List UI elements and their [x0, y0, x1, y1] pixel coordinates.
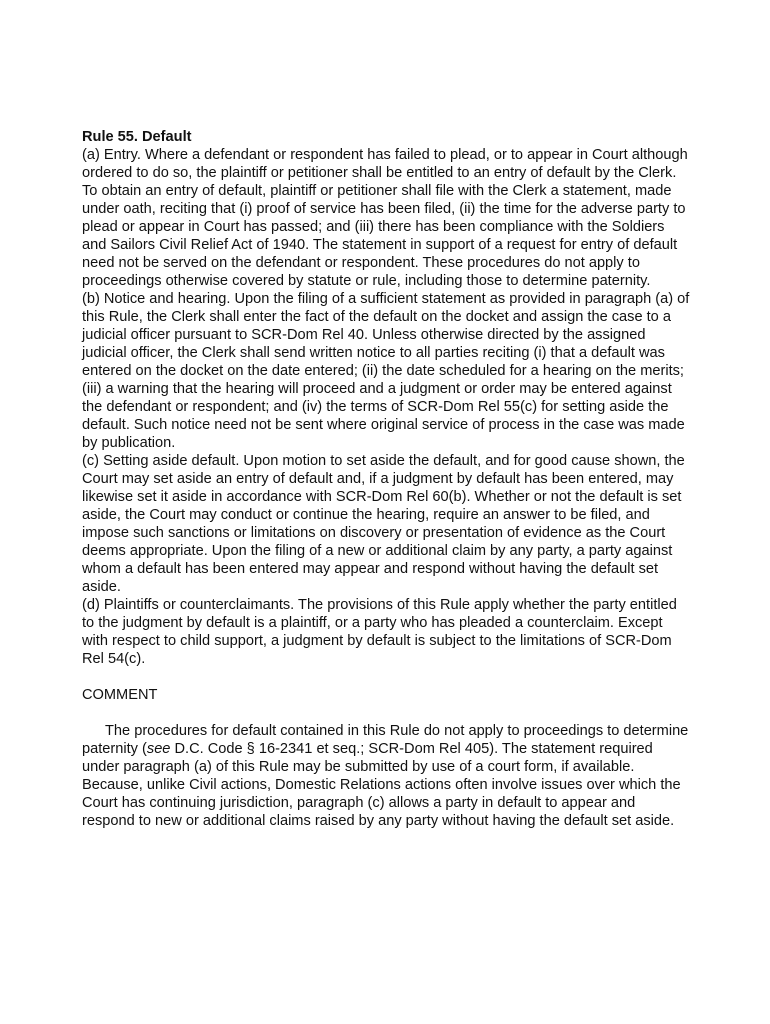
spacer: [82, 668, 692, 686]
comment-paragraph: [82, 722, 692, 830]
paragraph-a-entry: (a) Entry. Where a defendant or respondent has failed to plead, or to appear in Court although ordered to do so, the plaintiff or petitioner shall be entitled to an entry of default by the Clerk. To obtain an entry of default, plaintiff or petitioner shall file with the Clerk a statement, made under oath, reciting that (i) proof of service has been filed, (ii) the time for the adverse party to plead or appear in Court has passed; and (iii) there has been compliance with the Soldiers and Sailors Civil Relief Act of 1940. The statement in support of a request for entry of default need not be served on the defendant or respondent. These procedures do not apply to proceedings otherwise covered by statute or rule, including those to determine paternity.: [82, 147, 688, 289]
comment-text-end: D.C. Code § 16-2341 et seq.; SCR-Dom Rel 405). The statement required under paragraph (a) of this Rule may be submitted by use of a court form, if available. Because, unlike Civil actions, Domestic Relations actions often involve issues over which the Court has continuing jurisdiction, paragraph (c) allows a party in default to appear and respond to new or additional claims raised by any party without having the default set aside.: [82, 741, 681, 829]
paragraph-b-notice-and-hearing: (b) Notice and hearing. Upon the filing of a sufficient statement as provided in paragraph (a) of this Rule, the Clerk shall enter the fact of the default on the docket and assign the case to a judicial officer pursuant to SCR-Dom Rel 40. Unless otherwise directed by the assigned judicial officer, the Clerk shall send written notice to all parties reciting (i) that a default was entered on the docket on the date entered; (ii) the date scheduled for a hearing on the merits; (iii) a warning that the hearing will proceed and a judgment or order may be entered against the defendant or respondent; and (iv) the terms of SCR-Dom Rel 55(c) for setting aside the default. Such notice need not be sent where original service of process in the case was made by publication.: [82, 291, 690, 451]
paragraph-c-setting-aside-default: (c) Setting aside default. Upon motion to set aside the default, and for good cause shown, the Court may set aside an entry of default and, if a judgment by default has been entered, may likewise set it aside in accordance with SCR-Dom Rel 60(b). Whether or not the default is set aside, the Court may conduct or continue the hearing, require an answer to be filed, and impose such sanctions or limitations on discovery or presentation of evidence as the Court deems appropriate. Upon the filing of a new or additional claim by any party, a party against whom a default has been entered may appear and respond without having the default set aside.: [82, 453, 685, 595]
paragraph-d-plaintiffs-or-counterclaimants: (d) Plaintiffs or counterclaimants. The provisions of this Rule apply whether the party entitled to the judgment by default is a plaintiff, or a party who has pleaded a counterclaim. Except with respect to child support, a judgment by default is subject to the limitations of SCR-Dom Rel 54(c).: [82, 597, 677, 667]
spacer: [82, 704, 692, 722]
comment-text-start: The procedures for default contained in this Rule do not apply to proceedings to determine paternity (: [82, 723, 689, 757]
comment-heading: COMMENT: [82, 687, 158, 703]
comment-see-word: see: [146, 741, 171, 757]
rule-title: Rule 55. Default: [82, 129, 192, 145]
document-body: [82, 128, 692, 830]
